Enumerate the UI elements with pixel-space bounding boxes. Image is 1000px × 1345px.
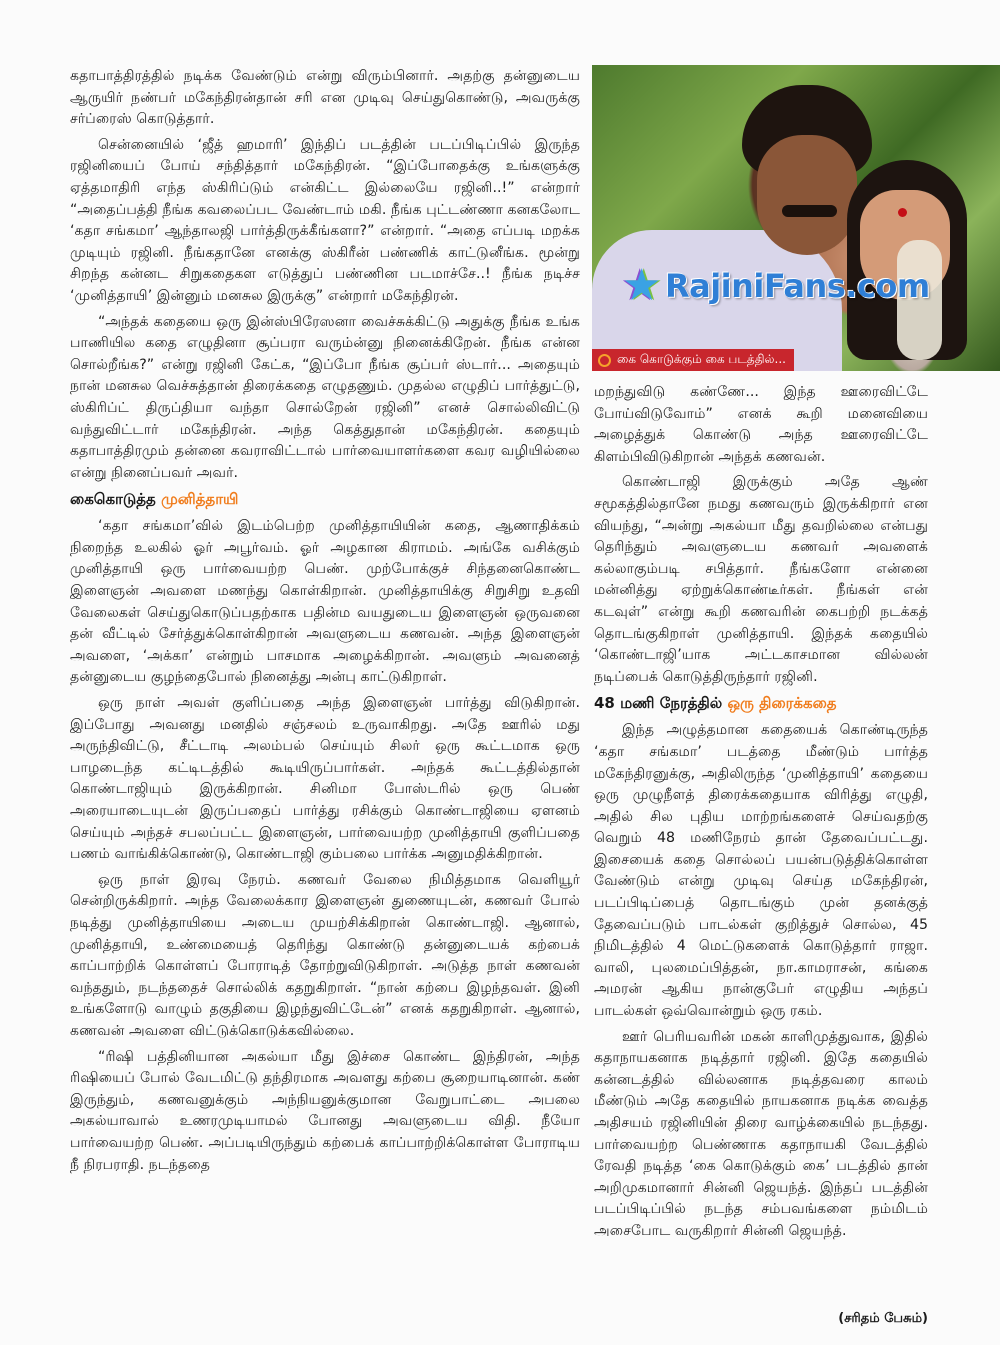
paragraph: ‘கதா சங்கமா’வில் இடம்பெற்ற முனித்தாயியின் கதை, ஆணாதிக்கம் நிறைந்த உலகில் ஓர் அபூர்வம். ஓர் அழகான கிராமம். அங்கே வசிக்கும் முனித்தாயி ஒரு பார்வையற்ற பெண். முற்போக்குச் சிந்தனைகொண்ட இளைஞன் அவளை மணந்து கொள்கிறான். முனித்தாயிக்கு சிறுசிறு உதவி வேலைகள் செய்துகொடுப்பதற்காக பதின்ம வயதுடைய இளைஞன் ஒருவனை தன் வீட்டில் சேர்த்துக்கொள்கிறான் அவளுடைய கணவன். அந்த இளைஞன் அவளை, ‘அக்கா’ என்றும் பாசமாக அழைக்கிறான். அவளும் அவனைத் தன்னுடைய குழந்தைபோல் நினைத்து அன்பு காட்டுகிறாள்.: [70, 518, 580, 686]
paragraph: கொண்டாஜி இருக்கும் அதே ஆண் சமூகத்தில்தானே நமது கணவரும் இருக்கிறார் என வியந்து, “அன்று அகல்யா மீது தவறில்லை என்பது தெரிந்தும் அவளுடைய கணவர் அவளைக் கல்லாகும்படி சபித்தார். நீங்களோ என்னை மன்னித்து ஏற்றுக்கொண்டீர்கள். நீங்கள் என் கடவுள்” என்று கூறி கணவரின் கைபற்றி நடக்கத் தொடங்குகிறாள் முனித்தாயி. இந்தக் கதையில் ‘கொண்டாஜி’யாக அட்டகாசமான வில்லன் நடிப்பைக் கொடுத்திருந்தார் ரஜினி.: [594, 474, 928, 685]
subheading-accent: ஒரு திரைக்கதை: [727, 694, 837, 713]
paragraph: ஒரு நாள் இரவு நேரம். கணவர் வேலை நிமித்தமாக வெளியூர் சென்றிருக்கிறார். அந்த வேலைக்கார இளைஞன் துணையுடன், கணவர் போல் நடித்து முனித்தாயியை அடைய முயற்சிக்கிறான் கொண்டாஜி. ஆனால், முனித்தாயி, உண்மையைத் தெரிந்து கொண்டு தன்னுடையக் கற்பைக் காப்பாற்றிக் கொள்ளப் போராடித் தோற்றுவிடுகிறாள். அடுத்த நாள் கணவன் வந்ததும், நடந்ததைச் சொல்லிக் கதறுகிறாள். “நான் கற்பை இழந்தவள். இனி உங்களோடு வாழும் தகுதியை இழந்துவிட்டேன்” எனக் கதறுகிறாள். ஆனால், கணவன் அவளை விட்டுக்கொடுக்கவில்லை.: [70, 871, 580, 1039]
watermark: [622, 260, 930, 311]
paragraph: மறந்துவிடு கண்ணே... இந்த ஊரைவிட்டே போய்விடுவோம்” எனக் கூறி மனைவியை அழைத்துக் கொண்டு அந்த ஊரைவிட்டே கிளம்பிவிடுகிறான் அந்தக் கணவன்.: [594, 384, 928, 465]
paragraph: ஒரு நாள் அவள் குளிப்பதை அந்த இளைஞன் பார்த்து விடுகிறான். இப்போது அவனது மனதில் சஞ்சலம் உருவாகிறது. அதே ஊரில் மது அருந்திவிட்டு, சீட்டாடி அலம்பல் செய்யும் சிலர் ஒரு கூட்டமாக ஒரு பாழடைந்த கட்டிடத்தில் கூடியிருப்பார்கள். அந்தக் கூட்டத்தில்தான் கொண்டாஜியும் இருக்கிறான். சினிமா போஸ்டரில் ஒரு பெண் அரையாடையுடன் இருப்பதைப் பார்த்து ரசிக்கும் கொண்டாஜியை ஏளனம் செய்யும் அந்தச் சபலப்பட்ட இளைஞன், பார்வையற்ற முனித்தாயி குளிப்பதை பணம் வாங்கிக்கொண்டு, கொண்டாஜி கும்பலை பார்க்க அனுமதிக்கிறான்.: [70, 695, 580, 863]
paragraph: ஊர் பெரியவரின் மகன் காளிமுத்துவாக, இதில் கதாநாயகனாக நடித்தார் ரஜினி. இதே கதையில் கன்னடத்தில் வில்லனாக நடித்தவரை காலம் மீண்டும் அதே கதையில் நாயகனாக நடிக்க வைத்த அதிசயம் ரஜினியின் திரை வாழ்க்கையில் நடந்தது. பார்வையற்ற பெண்ணாக கதாநாயகி வேடத்தில் ரேவதி நடித்த ‘கை கொடுக்கும் கை’ படத்தில் தான் அறிமுகமானார் சின்னி ஜெயந்த். இந்தப் படத்தின் படப்பிடிப்பில் நடந்த சம்பவங்களை நம்மிடம் அசைபோட வருகிறார் சின்னி ஜெயந்த்.: [594, 1028, 928, 1239]
subheading-black: கைகொடுத்த: [70, 490, 156, 509]
photo-caption-text: கை கொடுக்கும் கை படத்தில்...: [617, 352, 786, 366]
paragraph: சென்னையில் ‘ஜீத் ஹமாரி’ இந்திப் படத்தின் படப்பிடிப்பில் இருந்த ரஜினியைப் போய் சந்தித்தார் மகேந்திரன். “இப்போதைக்கு உங்களுக்கு ஏத்தமாதிரி எந்த ஸ்கிரிப்டும் என்கிட்ட இல்லையே ரஜினி..!” என்றார் “அதைப்பத்தி நீங்க கவலைப்பட வேண்டாம் மகி. நீங்க புட்டண்ணா கனகலோட ‘கதா சங்கமா’ ஆந்தாலஜி பார்த்திருக்கீங்களா?” என்றார். “அதை எப்படி மறக்க முடியும் ரஜினி. நீங்கதானே எனக்கு ஸ்கிரீன் பண்ணிக் காட்டுனீங்க. மூன்று சிறந்த கன்னட சிறுகதைகள எடுத்துப் பண்ணின படமாச்சே..! நீங்க நடிச்ச ‘முனித்தாயி’ இன்னும் மனசுல இருக்கு” என்றார் மகேந்திரன்.: [70, 136, 580, 304]
section-subheading: [70, 488, 580, 510]
star-logo-icon: ★: [622, 260, 661, 311]
photo-figure: [757, 135, 857, 255]
right-column: [594, 382, 928, 1247]
photo-figure: [898, 208, 907, 217]
paragraph: “அந்தக் கதையை ஒரு இன்ஸ்பிரேஸனா வைச்சுக்கிட்டு அதுக்கு நீங்க உங்க பாணியில கதை எழுதினா சூப்பரா வரும்ன்னு நினைக்கிறேன். நீங்க என்ன சொல்றீங்க?” என்று ரஜினி கேட்க, “இப்போ நீங்க சூப்பர் ஸ்டார்... அதையும் நான் மனசுல வெச்சுத்தான் திரைக்கதை எழுதணும். முதல்ல எழுதிப் பார்த்துட்டு, ஸ்கிரிப்ட் திருப்தியா வந்தா சொல்றேன் ரஜினி” எனச் சொல்லிவிட்டு வந்துவிட்டார் மகேந்திரன். அந்த கெத்துதான் மகேந்திரன். கதையும் கதாபாத்திரமும் தன்னை கவராவிட்டால் பார்வையாளர்களை கவர வழியில்லை என்று நினைப்பவர் அவர்.: [70, 313, 580, 481]
subheading-black: 48 மணி நேரத்தில்: [594, 694, 723, 713]
paragraph: “ரிஷி பத்தினியான அகல்யா மீது இச்சை கொண்ட இந்திரன், அந்த ரிஷியைப் போல் வேடமிட்டு தந்திரமாக அவளது கற்பை சூறையாடினான். கண் இருந்தும், கணவனுக்கும் அந்நியனுக்குமான வேறுபாட்டை அபலை அகல்யாவால் உணரமுடியாமல் போனது அவளுடைய விதி. நீயோ பார்வையற்ற பெண். அப்படியிருந்தும் கற்பைக் காப்பாற்றிக்கொள்ள போராடிய நீ நிரபராதி. நடந்ததை: [70, 1048, 580, 1173]
photo-caption: [592, 349, 794, 371]
left-column: [70, 66, 580, 1180]
paragraph: கதாபாத்திரத்தில் நடிக்க வேண்டும் என்று விரும்பினார். அதற்கு தன்னுடைய ஆருயிர் நண்பர் மகேந்திரன்தான் சரி என முடிவு செய்துகொண்டு, அவருக்கு சர்ப்ரைஸ் கொடுத்தார்.: [70, 68, 580, 128]
section-subheading: [594, 692, 928, 714]
continued-tag: (சரிதம் பேசும்): [838, 1311, 928, 1326]
watermark-text: RajiniFans.com: [664, 266, 930, 305]
paragraph: இந்த அழுத்தமான கதையைக் கொண்டிருந்த ‘கதா சங்கமா’ படத்தை மீண்டும் பார்த்த மகேந்திரனுக்கு, அதிலிருந்த ‘முனித்தாயி’ கதையை ஒரு முழுநீளத் திரைக்கதையாக விரித்து எழுதி, அதில் சில புதிய மாற்றங்களைச் செய்வதற்கு வெறும் 48 மணிநேரம் தான் தேவைப்பட்டது. இசையைக் கதை சொல்லப் பயன்படுத்திக்கொள்ள வேண்டும் என்று முடிவு செய்த மகேந்திரன், படப்பிடிப்பைத் தொடங்கும் முன் தனக்குத் தேவைப்படும் பாடல்கள் குறித்துச் சொல்ல, 45 நிமிடத்தில் 4 மெட்டுகளைக் கொடுத்தார் ராஜா. வாலி, புலமைப்பித்தன், நா.காமராசன், கங்கை அமரன் ஆகிய நான்குபேர் எழுதிய அந்தப் பாடல்கள் ஒவ்வொன்றும் ஒரு ரகம்.: [594, 722, 928, 1020]
circle-bullet-icon: [598, 354, 611, 367]
subheading-accent: முனித்தாயி: [161, 490, 239, 509]
photo-figure: [782, 205, 837, 217]
article-photo: [592, 65, 1000, 371]
